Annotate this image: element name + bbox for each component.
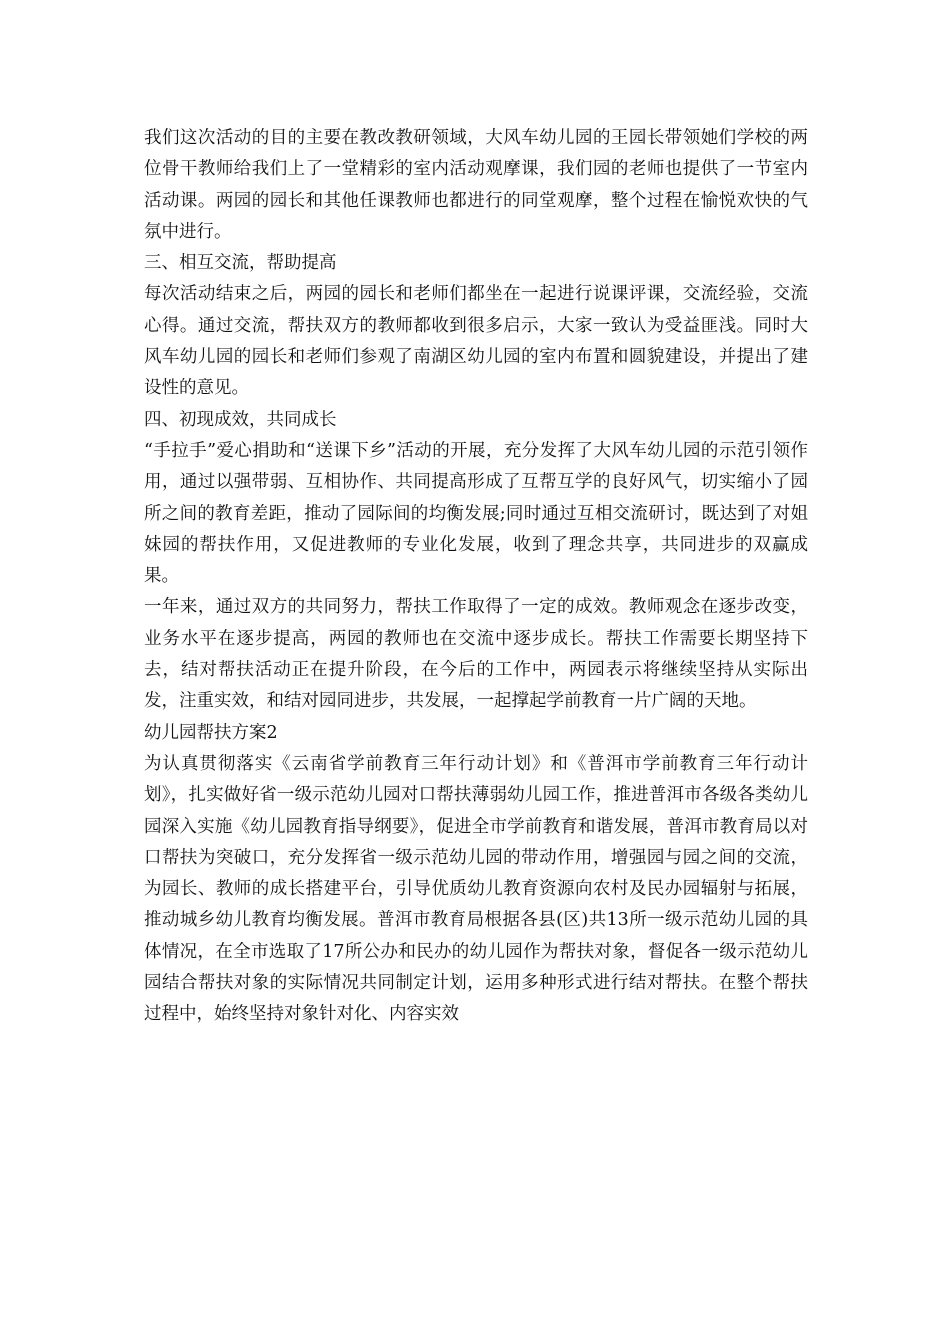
paragraph-plan-intro: 为认真贯彻落实《云南省学前教育三年行动计划》和《普洱市学前教育三年行动计划》，扎实做好省一级示范幼儿园对口帮扶薄弱幼儿园工作，推进普洱市各级各类幼儿园深入实施《幼儿园教育指导纲要》，促进全市学前教育和谐发展，普洱市教育局以对口帮扶为突破口，充分发挥省一级示范幼儿园的带动作用，增强园与园之间的交流，为园长、教师的成长搭建平台，引导优质幼儿教育资源向农村及民办园辐射与拓展，推动城乡幼儿教育均衡发展。普洱市教育局根据各县(区)共13所一级示范幼儿园的具体情况，在全市选取了17所公办和民办的幼儿园作为帮扶对象，督促各一级示范幼儿园结合帮扶对象的实际情况共同制定计划，运用多种形式进行结对帮扶。在整个帮扶过程中，始终坚持对象针对化、内容实效: [144, 753, 808, 1025]
paragraph-exchange: 每次活动结束之后，两园的园长和老师们都坐在一起进行说课评课，交流经验，交流心得。通过交流，帮扶双方的教师都收到很多启示，大家一致认为受益匪浅。同时大风车幼儿园的园长和老师们参观了南湖区幼儿园的室内布置和圆貌建设，并提出了建设性的意见。: [144, 284, 808, 399]
paragraph-activity-purpose: 我们这次活动的目的主要在教改教研领域，大风车幼儿园的王园长带领她们学校的两位骨干教师给我们上了一堂精彩的室内活动观摩课，我们园的老师也提供了一节室内活动课。两园的园长和其他任课教师也都进行的同堂观摩，整个过程在愉悦欢快的气氛中进行。: [144, 128, 808, 242]
section-heading-3: 三、相互交流，帮助提高: [144, 253, 337, 274]
paragraph-results: “手拉手”爱心捐助和“送课下乡”活动的开展，充分发挥了大风车幼儿园的示范引领作用，通过以强带弱、互相协作、共同提高形成了互帮互学的良好风气，切实缩小了园所之间的教育差距，推动了园际间的均衡发展;同时通过互相交流研讨，既达到了对姐妹园的帮扶作用，又促进教师的专业化发展，收到了理念共享，共同进步的双赢成果。: [144, 440, 808, 587]
document-body: [144, 123, 808, 1031]
plan-title-2: 幼儿园帮扶方案2: [144, 722, 278, 743]
paragraph-one-year: 一年来，通过双方的共同努力，帮扶工作取得了一定的成效。教师观念在逐步改变，业务水平在逐步提高，两园的教师也在交流中逐步成长。帮扶工作需要长期坚持下去，结对帮扶活动正在提升阶段，在今后的工作中，两园表示将继续坚持从实际出发，注重实效，和结对园同进步，共发展，一起撑起学前教育一片广阔的天地。: [144, 597, 808, 712]
section-heading-4: 四、初现成效，共同成长: [144, 409, 337, 430]
